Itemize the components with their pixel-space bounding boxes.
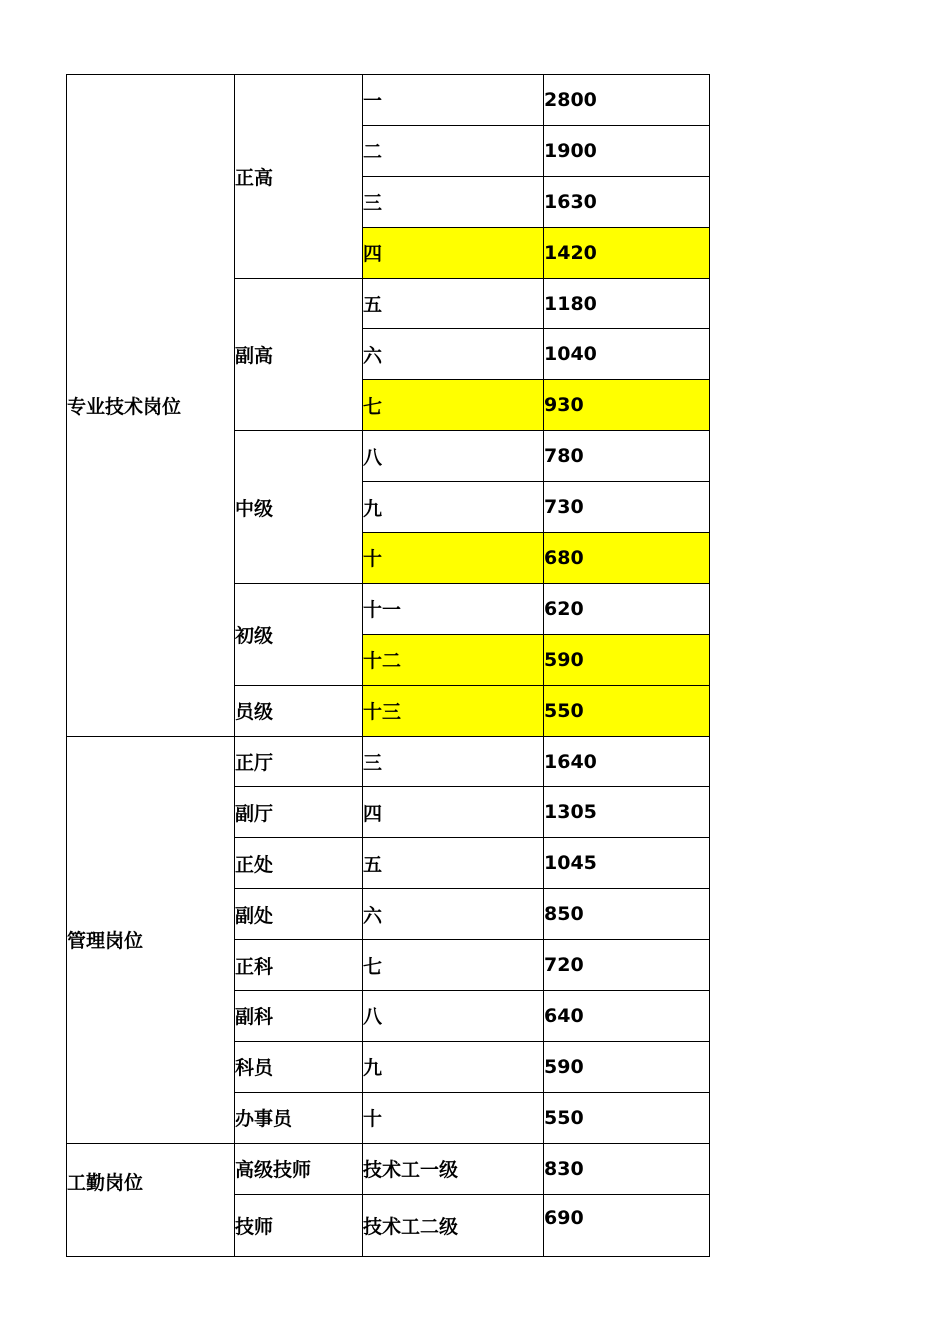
category-worker: 工勤岗位 bbox=[67, 1143, 235, 1257]
value-cell: 1630 bbox=[544, 176, 710, 227]
value-cell: 690 bbox=[544, 1194, 710, 1257]
level-cell: 十 bbox=[363, 1092, 544, 1143]
level-cell-highlighted: 四 bbox=[363, 227, 544, 278]
subcategory-fuke: 副科 bbox=[235, 991, 363, 1042]
subcategory-zhenggao: 正高 bbox=[235, 75, 363, 279]
subcategory-gaojijishi: 高级技师 bbox=[235, 1143, 363, 1194]
value-cell-highlighted: 1420 bbox=[544, 227, 710, 278]
subcategory-zhengchu: 正处 bbox=[235, 838, 363, 889]
level-cell: 六 bbox=[363, 889, 544, 940]
level-cell: 七 bbox=[363, 940, 544, 991]
subcategory-zhengke: 正科 bbox=[235, 940, 363, 991]
value-cell: 590 bbox=[544, 1041, 710, 1092]
level-cell: 五 bbox=[363, 838, 544, 889]
value-cell: 1180 bbox=[544, 278, 710, 329]
value-cell-highlighted: 930 bbox=[544, 380, 710, 431]
subcategory-banshiyuan: 办事员 bbox=[235, 1092, 363, 1143]
subcategory-keyuan: 科员 bbox=[235, 1041, 363, 1092]
level-cell: 九 bbox=[363, 482, 544, 533]
level-cell-highlighted: 十二 bbox=[363, 634, 544, 685]
level-cell: 八 bbox=[363, 991, 544, 1042]
value-cell-highlighted: 590 bbox=[544, 634, 710, 685]
level-cell: 二 bbox=[363, 125, 544, 176]
value-cell: 730 bbox=[544, 482, 710, 533]
value-cell: 1640 bbox=[544, 736, 710, 787]
value-cell: 620 bbox=[544, 583, 710, 634]
subcategory-jishi: 技师 bbox=[235, 1194, 363, 1257]
level-cell: 五 bbox=[363, 278, 544, 329]
category-management: 管理岗位 bbox=[67, 736, 235, 1143]
salary-table bbox=[66, 74, 710, 1257]
subcategory-fuchu: 副处 bbox=[235, 889, 363, 940]
level-cell: 十一 bbox=[363, 583, 544, 634]
level-cell: 三 bbox=[363, 176, 544, 227]
level-cell: 技术工一级 bbox=[363, 1143, 544, 1194]
level-cell-highlighted: 十三 bbox=[363, 685, 544, 736]
value-cell-highlighted: 680 bbox=[544, 533, 710, 584]
value-cell: 550 bbox=[544, 1092, 710, 1143]
value-cell: 640 bbox=[544, 991, 710, 1042]
level-cell: 六 bbox=[363, 329, 544, 380]
subcategory-zhengting: 正厅 bbox=[235, 736, 363, 787]
value-cell: 830 bbox=[544, 1143, 710, 1194]
level-cell: 九 bbox=[363, 1041, 544, 1092]
value-cell: 1900 bbox=[544, 125, 710, 176]
level-cell: 八 bbox=[363, 431, 544, 482]
level-cell-highlighted: 十 bbox=[363, 533, 544, 584]
table-row bbox=[67, 75, 710, 126]
category-professional: 专业技术岗位 bbox=[67, 75, 235, 737]
table-row bbox=[67, 1143, 710, 1194]
level-cell: 四 bbox=[363, 787, 544, 838]
level-cell: 技术工二级 bbox=[363, 1194, 544, 1257]
value-cell: 2800 bbox=[544, 75, 710, 126]
level-cell-highlighted: 七 bbox=[363, 380, 544, 431]
value-cell: 780 bbox=[544, 431, 710, 482]
level-cell: 三 bbox=[363, 736, 544, 787]
subcategory-zhongji: 中级 bbox=[235, 431, 363, 584]
level-cell: 一 bbox=[363, 75, 544, 126]
value-cell: 1305 bbox=[544, 787, 710, 838]
table-row bbox=[67, 736, 710, 787]
subcategory-chuji: 初级 bbox=[235, 583, 363, 685]
value-cell: 850 bbox=[544, 889, 710, 940]
value-cell: 720 bbox=[544, 940, 710, 991]
subcategory-futing: 副厅 bbox=[235, 787, 363, 838]
subcategory-yuanji: 员级 bbox=[235, 685, 363, 736]
subcategory-fugao: 副高 bbox=[235, 278, 363, 431]
value-cell: 1045 bbox=[544, 838, 710, 889]
value-cell: 1040 bbox=[544, 329, 710, 380]
value-cell-highlighted: 550 bbox=[544, 685, 710, 736]
